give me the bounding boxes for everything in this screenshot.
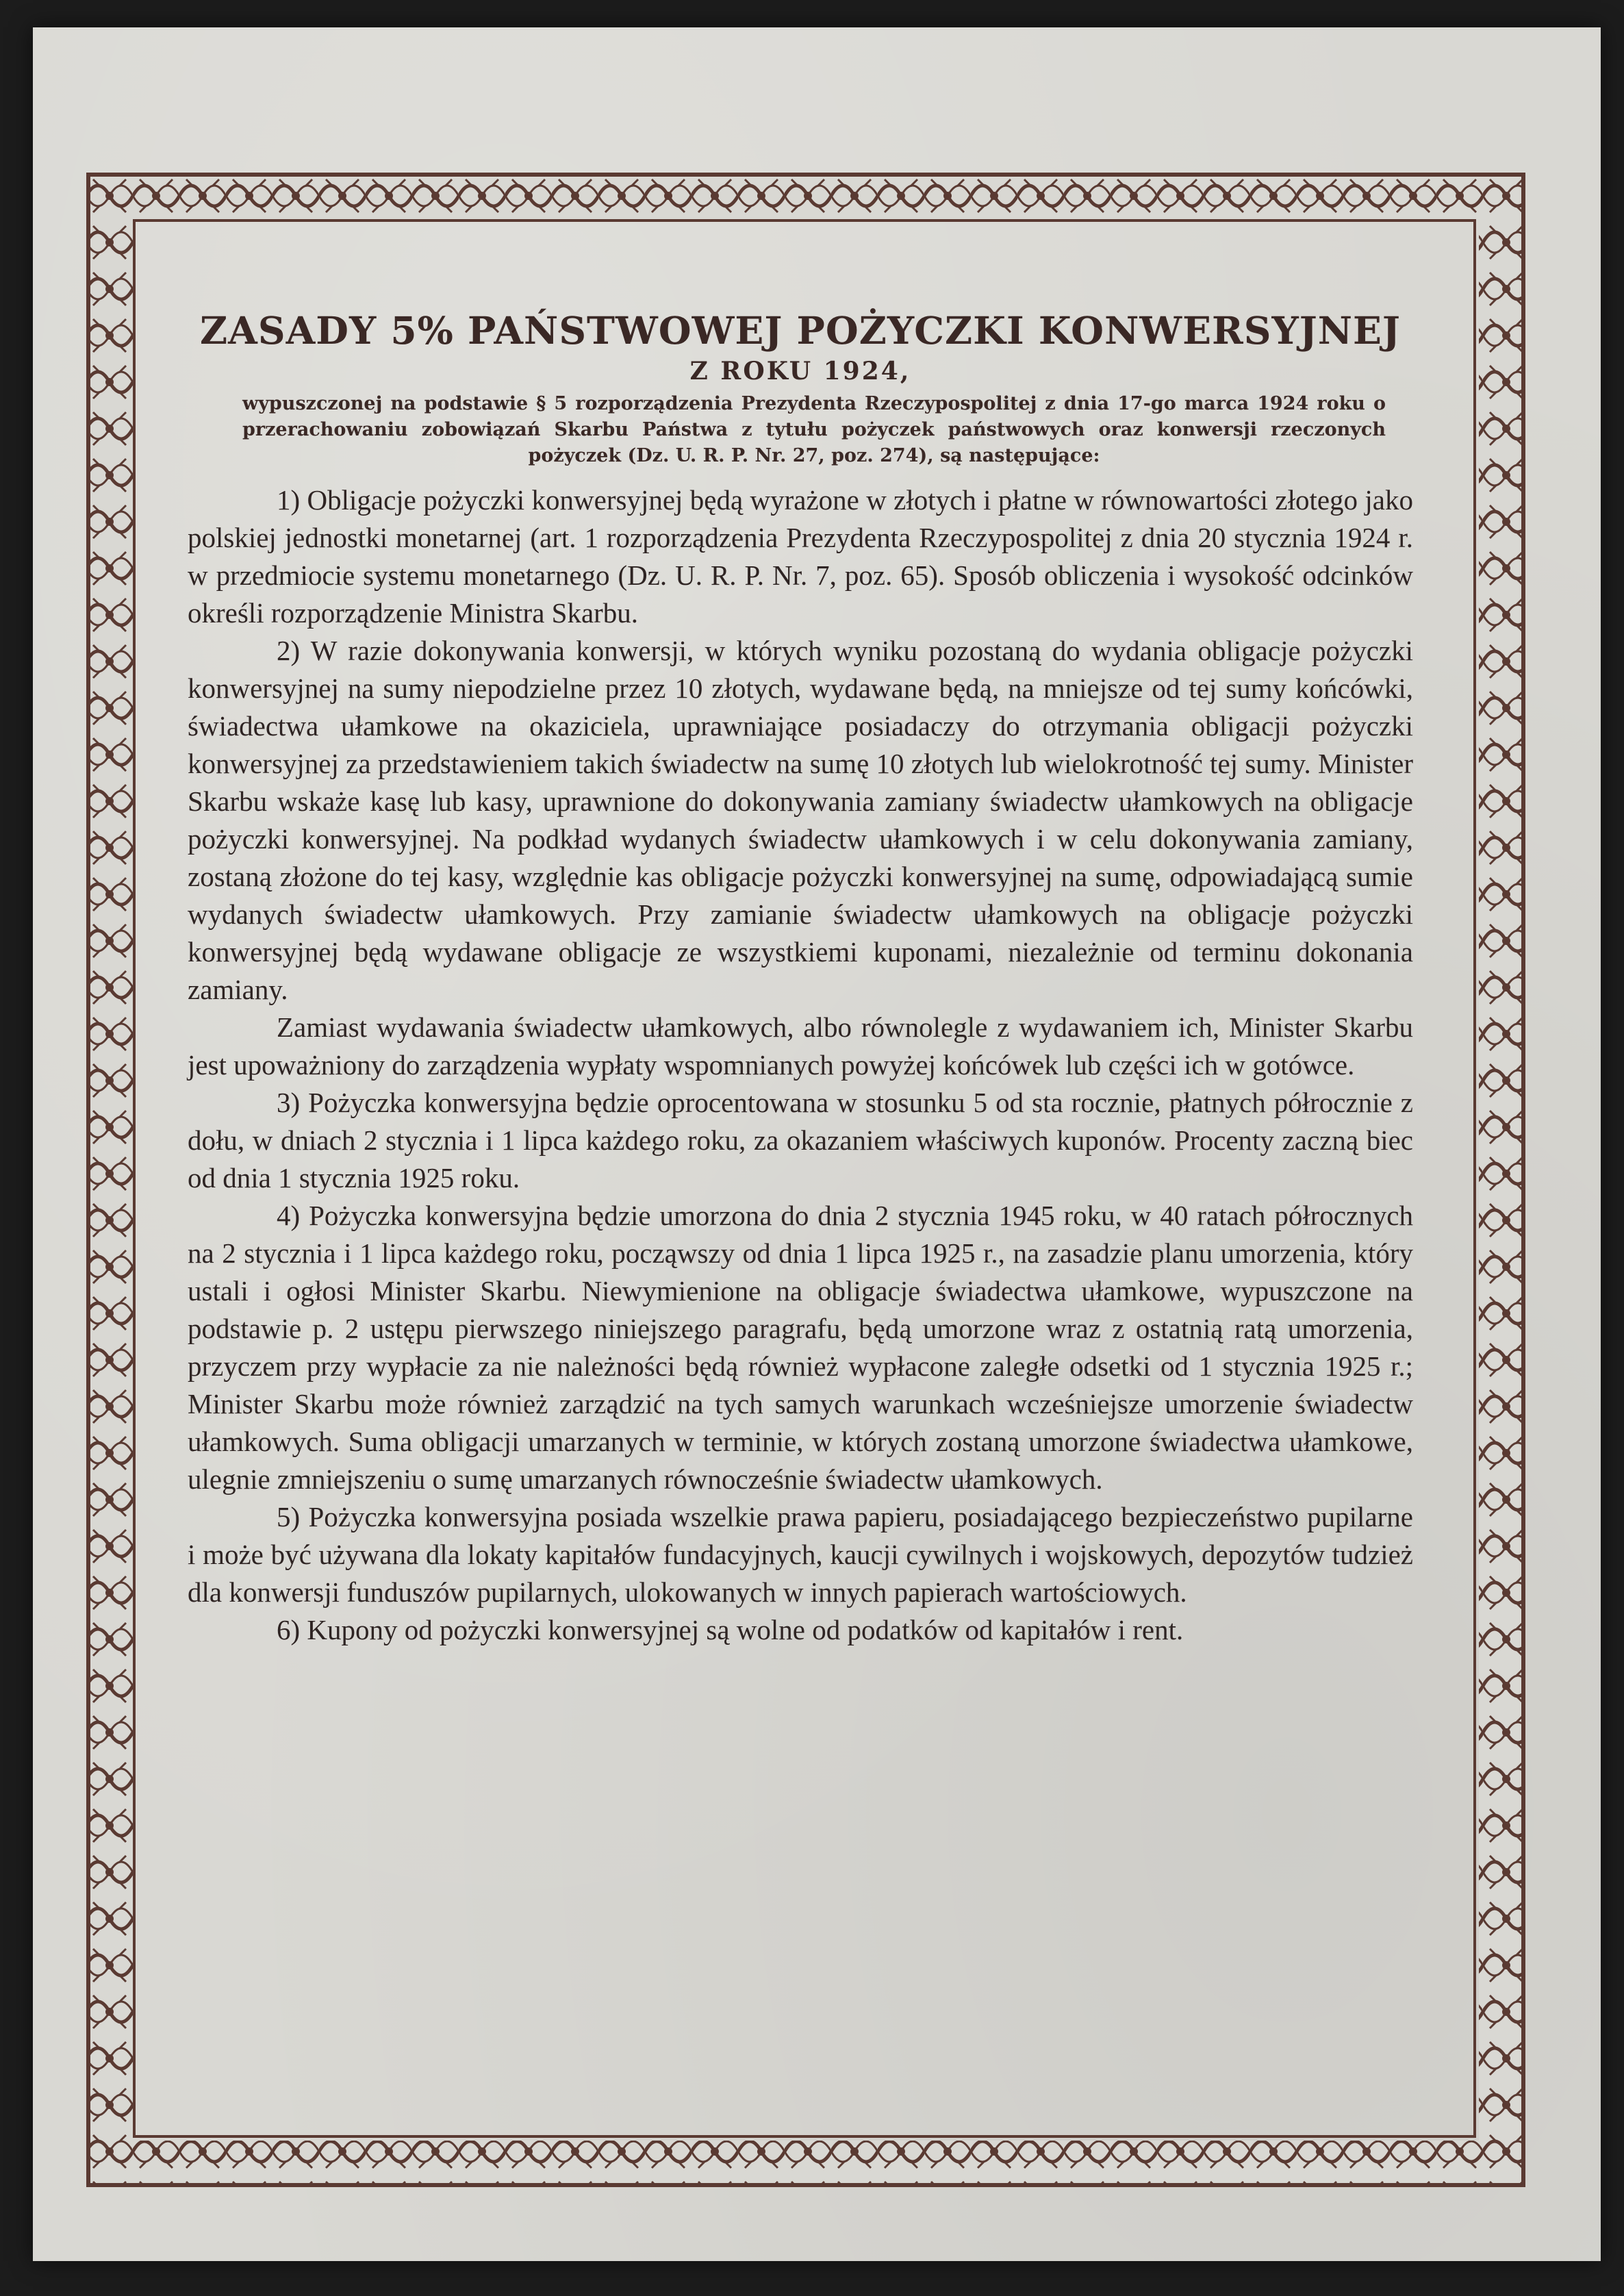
paragraph-2: 2) W razie dokonywania konwersji, w których wyniku pozostaną do wydania obligacje pożyczki konwersyjnej na sumy niepodzielne przez 10 złotych, wydawane będą, na mniejsze od tej sumy końcówki, świadectwa ułamkowe na okaziciela, uprawniające posiadaczy do otrzymania obligacji pożyczki konwersyjnej za przedstawieniem takich świadectw na sumę 10 złotych lub wielokrotność tej sumy. Minister Skarbu wskaże kasę lub kasy, uprawnione do dokonywania zamiany świadectw ułamkowych na obligacje pożyczki konwersyjnej. Na podkład wydanych świadectw ułamkowych i w celu dokonywania zamiany, zostaną złożone do tej kasy, względnie kas obligacje pożyczki konwersyjnej na sumę, odpowiadającą sumie wydanych świadectw ułamkowych. Przy zamianie świadectw ułamkowych na obligacje pożyczki konwersyjnej będą wydawane obligacje ze wszystkiemi kuponami, niezależnie od terminu dokonania zamiany. [188,635,1413,1005]
document-subtitle: Z ROKU 1924, [689,357,911,386]
document-sheet [33,27,1601,2261]
document-content [188,308,1413,1649]
paragraph-6: 6) Kupony od pożyczki konwersyjnej są wolne od podatków od kapitałów i rent. [277,1614,1184,1645]
paragraph-3: 3) Pożyczka konwersyjna będzie oprocentowana w stosunku 5 od sta rocznie, płatnych półrocznie z dołu, w dniach 2 stycznia i 1 lipca każdego roku, za okazaniem właściwych kuponów. Procenty zaczną biec od dnia 1 stycznia 1925 roku. [188,1087,1413,1194]
paragraph-1: 1) Obligacje pożyczki konwersyjnej będą wyrażone w złotych i płatne w równowartości złotego jako polskiej jednostki monetarnej (art. 1 rozporządzenia Prezydenta Rzeczypospolitej z dnia 20 stycznia 1924 r. w przedmiocie systemu monetarnego (Dz. U. R. P. Nr. 7, poz. 65). Sposób obliczenia i wysokość odcinków określi rozporządzenie Ministra Skarbu. [188,484,1413,629]
paragraph-4: 4) Pożyczka konwersyjna będzie umorzona do dnia 2 stycznia 1945 roku, w 40 ratach półrocznych na 2 stycznia i 1 lipca każdego roku, począwszy od dnia 1 lipca 1925 r., na zasadzie planu umorzenia, który ustali i ogłosi Minister Skarbu. Niewymienione na obligacje świadectwa ułamkowe, wypuszczone na podstawie p. 2 ustępu pierwszego niniejszego paragrafu, będą umorzone wraz z ostatnią ratą umorzenia, przyczem przy wypłacie za nie należności będą również wypłacone zaległe odsetki od 1 stycznia 1925 r.; Minister Skarbu może również zarządzić na tych samych warunkach wcześniejsze umorzenie świadectw ułamkowych. Suma obligacji umarzanych w terminie, w których zostaną umorzone świadectwa ułamkowe, ulegnie zmniejszeniu o sumę umarzanych równocześnie świadectw ułamkowych. [188,1200,1413,1495]
paragraph-5: 5) Pożyczka konwersyjna posiada wszelkie prawa papieru, posiadającego bezpieczeństwo pupilarne i może być używana dla lokaty kapitałów fundacyjnych, kaucji cywilnych i wojskowych, depozytów tudzież dla konwersji funduszów pupilarnych, ulokowanych w innych papierach wartościowych. [188,1501,1413,1608]
document-intro: wypuszczonej na podstawie § 5 rozporządzenia Prezydenta Rzeczypospolitej z dnia 17-go marca 1924 roku o przerachowaniu zobowiązań Skarbu Państwa z tytułu pożyczek państwowych oraz konwersji rzeczonych pożyczek (Dz. U. R. P. Nr. 27, poz. 274), są następujące: [242,393,1386,466]
paragraph-2-continuation: Zamiast wydawania świadectw ułamkowych, albo równolegle z wydawaniem ich, Minister Skarbu jest upoważniony do zarządzenia wypłaty wspomnianych powyżej końcówek lub części ich w gotówce. [188,1011,1413,1081]
document-title: ZASADY 5% PAŃSTWOWEJ POŻYCZKI KONWERSYJNEJ [200,308,1401,353]
